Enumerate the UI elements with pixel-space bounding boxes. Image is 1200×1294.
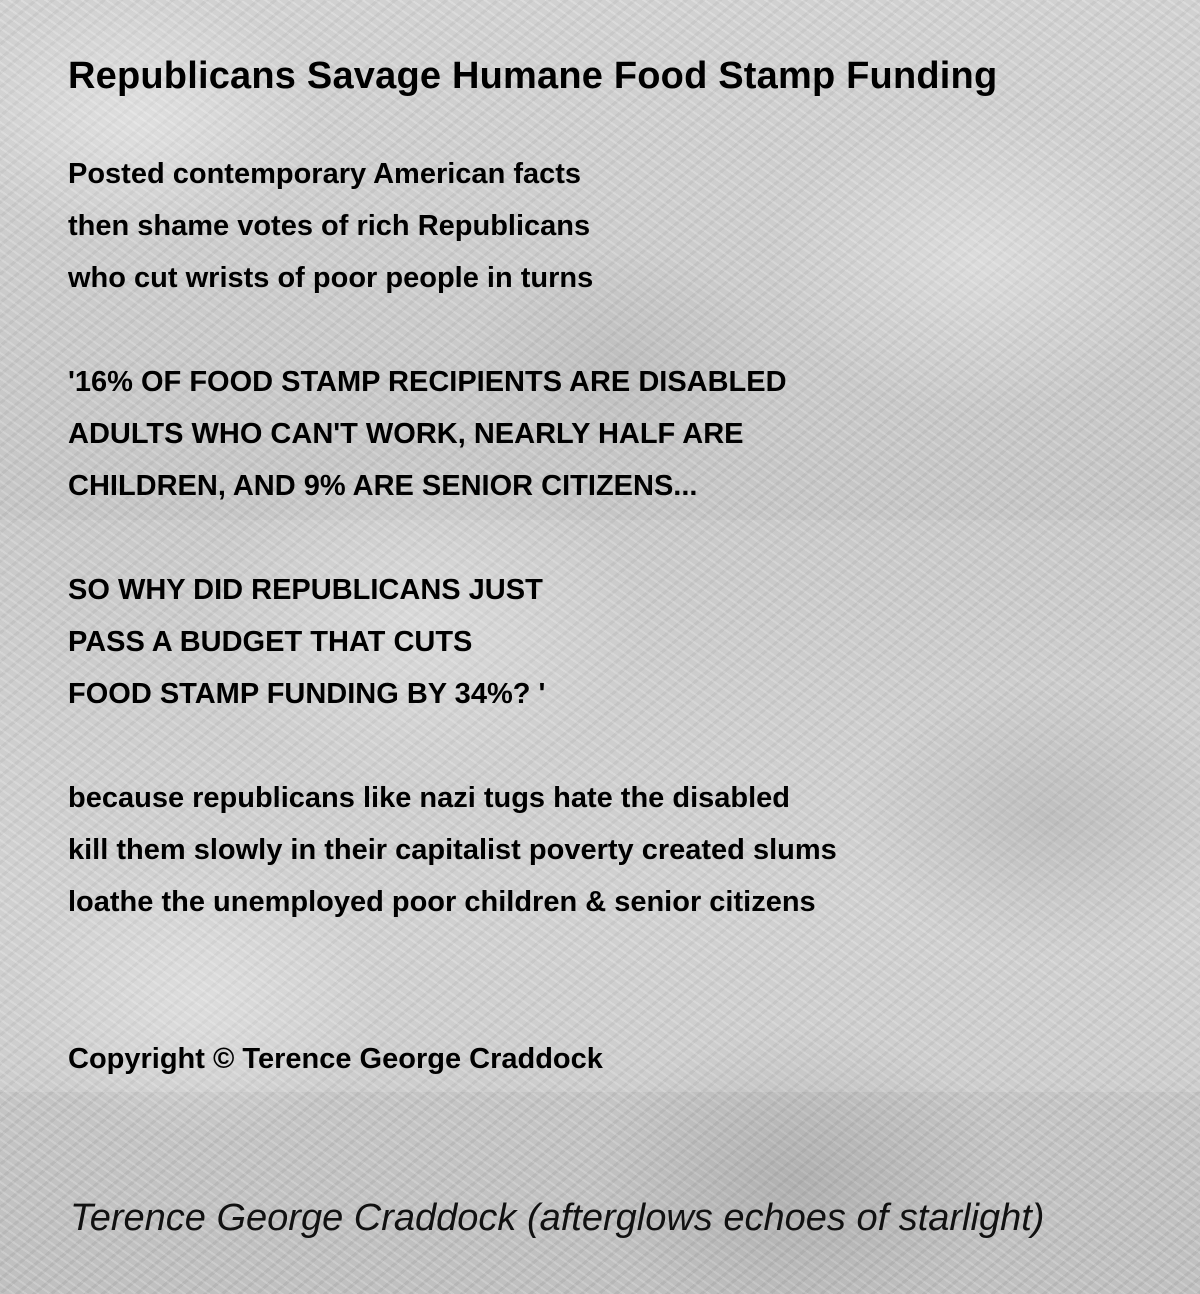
stanza-3 xyxy=(68,564,1168,720)
poem-line: then shame votes of rich Republicans xyxy=(68,210,591,242)
poem-line: PASS A BUDGET THAT CUTS xyxy=(68,626,473,658)
poem-title: Republicans Savage Humane Food Stamp Funding xyxy=(68,55,998,97)
poem-line: FOOD STAMP FUNDING BY 34%? ' xyxy=(68,678,546,710)
poem-body xyxy=(68,148,1168,928)
copyright-notice: Copyright © Terence George Craddock xyxy=(68,1043,603,1075)
poem-container xyxy=(68,50,1168,980)
poem-line: loathe the unemployed poor children & senior citizens xyxy=(68,886,816,918)
stanza-2 xyxy=(68,356,1168,512)
poem-line: CHILDREN, AND 9% ARE SENIOR CITIZENS... xyxy=(68,470,698,502)
poem-line: Posted contemporary American facts xyxy=(68,158,582,190)
stanza-4 xyxy=(68,772,1168,928)
poem-line: '16% OF FOOD STAMP RECIPIENTS ARE DISABLED xyxy=(68,366,787,398)
poem-line: SO WHY DID REPUBLICANS JUST xyxy=(68,574,543,606)
stanza-1 xyxy=(68,148,1168,304)
poem-line: ADULTS WHO CAN'T WORK, NEARLY HALF ARE xyxy=(68,418,744,450)
poem-line: because republicans like nazi tugs hate the disabled xyxy=(68,782,790,814)
author-signature: Terence George Craddock (afterglows echoes of starlight) xyxy=(70,1197,1045,1239)
poem-line: kill them slowly in their capitalist poverty created slums xyxy=(68,834,837,866)
poem-line: who cut wrists of poor people in turns xyxy=(68,262,594,294)
